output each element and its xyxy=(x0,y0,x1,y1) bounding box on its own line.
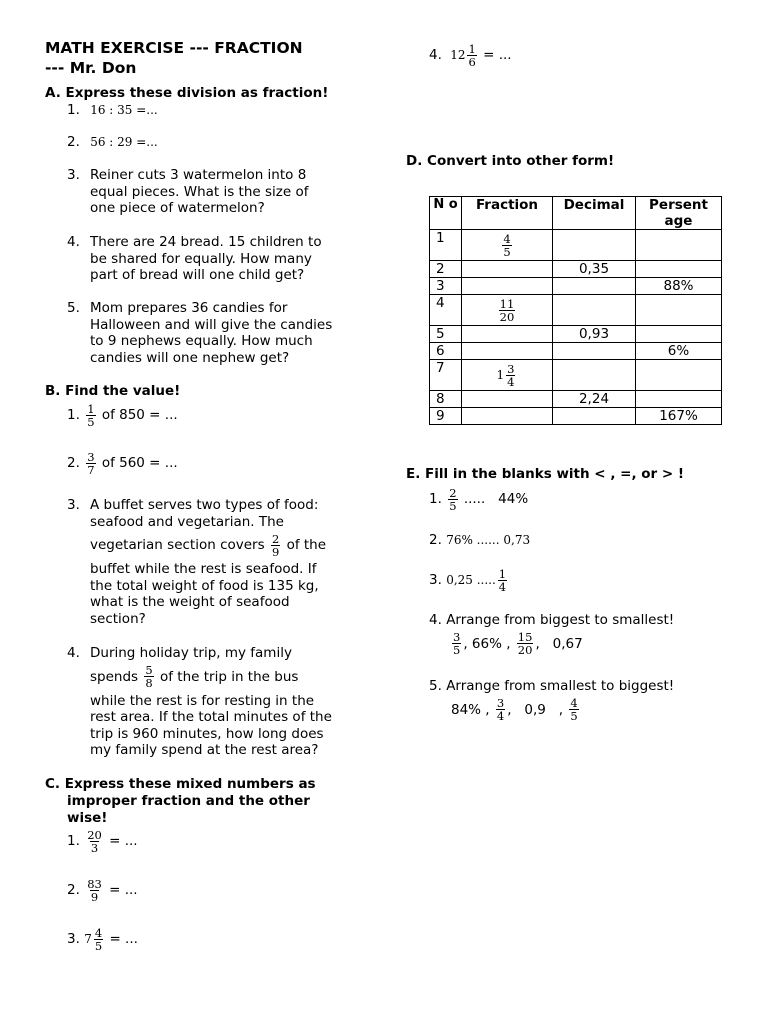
list-item xyxy=(67,401,178,429)
comparison-expression: 0,25 ..... xyxy=(446,573,496,587)
conversion-table xyxy=(429,196,722,425)
column-header-no: N o xyxy=(430,197,462,230)
item-number: 1. xyxy=(67,833,80,849)
question-line: one piece of watermelon? xyxy=(90,200,265,216)
decimal-cell: 0,93 xyxy=(553,326,636,343)
table-row xyxy=(430,326,722,343)
list-item xyxy=(67,102,158,119)
decimal-cell xyxy=(553,408,636,425)
item-number: 4. xyxy=(67,234,80,250)
item-number: 1. xyxy=(429,491,442,507)
item-number: 2. xyxy=(67,134,80,150)
table-row xyxy=(430,261,722,278)
question-line: seafood and vegetarian. The xyxy=(90,513,284,530)
question-line: rest area. If the total minutes of the xyxy=(90,709,332,725)
table-row xyxy=(430,408,722,425)
fraction-cell xyxy=(462,261,553,278)
fraction-cell: 1 $\frac{3}{4}$ xyxy=(462,360,553,391)
fraction: $\frac{1}{5}$ xyxy=(87,401,95,429)
list-item xyxy=(67,924,138,954)
item-number: 2. xyxy=(429,532,442,548)
row-number: 5 xyxy=(430,326,462,343)
section-a-heading: A. Express these division as fraction! xyxy=(45,85,329,101)
question-line: while the rest is for resting in the xyxy=(90,692,315,709)
fraction: $\frac{3}{7}$ xyxy=(87,449,95,477)
title-line-1: MATH EXERCISE --- FRACTION xyxy=(45,39,303,57)
question-line: Mom prepares 36 candies for xyxy=(90,300,288,316)
question-line: Reiner cuts 3 watermelon into 8 xyxy=(90,167,307,183)
table-row xyxy=(430,343,722,360)
fraction: $\frac{4}{5}$ xyxy=(570,696,578,723)
row-number: 9 xyxy=(430,408,462,425)
fraction: $\frac{83}{9}$ xyxy=(87,876,102,904)
fraction: $\frac{2}{9}$ xyxy=(271,531,280,559)
decimal-cell xyxy=(553,230,636,261)
question-line: trip is 960 minutes, how long does xyxy=(90,725,324,742)
question-line: my family spend at the rest area? xyxy=(90,742,319,758)
expression-text: of 560 = ... xyxy=(101,455,178,471)
list-item xyxy=(67,234,322,284)
decimal-cell xyxy=(553,295,636,326)
table-row xyxy=(430,278,722,295)
question-line: candies will one nephew get? xyxy=(90,349,290,366)
fraction: $\frac{20}{3}$ xyxy=(87,827,102,855)
division-expression: 56 : 29 =... xyxy=(90,135,158,149)
table-row xyxy=(430,360,722,391)
question-line: the total weight of food is 135 kg, xyxy=(90,577,319,594)
list-item xyxy=(429,612,674,659)
list-item xyxy=(67,645,332,759)
question-line: During holiday trip, my family xyxy=(90,645,292,661)
question-line: Halloween and will give the candies xyxy=(90,316,333,333)
row-number: 6 xyxy=(430,343,462,360)
item-number: 3. xyxy=(67,167,80,183)
list-item xyxy=(429,40,512,70)
item-number: 2. xyxy=(67,455,80,471)
percent-cell xyxy=(636,230,722,261)
question-line: what is the weight of seafood xyxy=(90,594,290,610)
fraction: $\frac{15}{20}$ xyxy=(517,630,533,657)
question-line: to 9 nephews equally. How much xyxy=(90,333,313,349)
section-b-heading: B. Find the value! xyxy=(45,383,181,399)
fraction-cell xyxy=(462,408,553,425)
expression-text: = ... xyxy=(109,882,138,898)
section-e-heading: E. Fill in the blanks with < , =, or > ! xyxy=(406,466,685,482)
item-number: 5. xyxy=(67,300,80,316)
decimal-cell: 0,35 xyxy=(553,261,636,278)
question-line: part of bread will one child get? xyxy=(90,267,305,283)
list-item xyxy=(429,484,528,514)
fraction-cell: $\frac{11}{20}$ xyxy=(462,295,553,326)
list-item xyxy=(429,678,674,725)
expression-text: of 850 = ... xyxy=(101,407,178,423)
instruction-text: Arrange from smallest to biggest! xyxy=(446,678,675,694)
row-number: 1 xyxy=(430,230,462,261)
list-item xyxy=(67,449,178,477)
table-row xyxy=(430,391,722,408)
number-set: $\frac{3}{5}$ , 66% , $\frac{15}{20}$ , 0,67 xyxy=(453,630,583,657)
item-number: 5. xyxy=(429,678,442,694)
row-number: 2 xyxy=(430,261,462,278)
question-line: There are 24 bread. 15 children to xyxy=(90,234,322,250)
column-header-fraction: Fraction xyxy=(462,197,553,230)
mixed-number: 12 $\frac{1}{6}$ xyxy=(450,41,476,69)
instruction-text: Arrange from biggest to smallest! xyxy=(446,612,675,628)
percent-cell: 88% xyxy=(636,278,722,295)
item-number: 3. xyxy=(67,497,80,513)
list-item xyxy=(67,826,138,856)
decimal-cell xyxy=(553,360,636,391)
percent-cell xyxy=(636,360,722,391)
fraction-cell xyxy=(462,391,553,408)
question-line: spends $\frac{5}{8}$ of the trip in the bus xyxy=(90,663,299,690)
fraction-cell: $\frac{4}{5}$ xyxy=(462,230,553,261)
decimal-cell xyxy=(553,278,636,295)
percent-cell xyxy=(636,391,722,408)
expression-text: = ... xyxy=(109,931,138,947)
column-header-decimal: Decimal xyxy=(553,197,636,230)
question-line: section? xyxy=(90,610,146,627)
percent-cell xyxy=(636,326,722,343)
question-line: buffet while the rest is seafood. If xyxy=(90,561,317,577)
division-expression: 16 : 35 =... xyxy=(90,103,158,117)
table-row xyxy=(430,295,722,326)
item-number: 2. xyxy=(67,882,80,898)
list-item xyxy=(67,167,308,217)
list-item xyxy=(67,300,332,366)
item-number: 4. xyxy=(429,612,442,628)
table-row xyxy=(430,230,722,261)
question-line: be shared for equally. How many xyxy=(90,250,312,267)
row-number: 4 xyxy=(430,295,462,326)
item-number: 1. xyxy=(67,407,80,423)
mixed-number: 7 $\frac{4}{5}$ xyxy=(84,925,103,953)
percent-cell: 6% xyxy=(636,343,722,360)
fraction-cell xyxy=(462,343,553,360)
fraction: $\frac{2}{5}$ xyxy=(449,485,457,513)
fraction-cell xyxy=(462,326,553,343)
expression-text: = ... xyxy=(483,47,512,63)
table-header-row xyxy=(430,197,722,230)
list-item xyxy=(429,565,509,595)
item-number: 4. xyxy=(429,47,442,63)
list-item xyxy=(67,875,138,905)
question-line: A buffet serves two types of food: xyxy=(90,497,319,513)
item-number: 1. xyxy=(67,102,80,118)
decimal-cell: 2,24 xyxy=(553,391,636,408)
title-line-2: --- Mr. Don xyxy=(45,59,137,77)
fraction: $\frac{3}{5}$ xyxy=(453,630,461,657)
list-item xyxy=(67,497,326,627)
percent-cell xyxy=(636,261,722,278)
comparison-text: ..... 44% xyxy=(463,491,529,507)
decimal-cell xyxy=(553,343,636,360)
item-number: 4. xyxy=(67,645,80,661)
percent-cell: 167% xyxy=(636,408,722,425)
section-d-heading: D. Convert into other form! xyxy=(406,153,615,169)
fraction: $\frac{5}{8}$ xyxy=(145,663,153,690)
row-number: 7 xyxy=(430,360,462,391)
number-set: 84% , $\frac{3}{4}$ , 0,9 , $\frac{4}{5}$ xyxy=(451,696,578,723)
list-item xyxy=(67,134,158,151)
item-number: 3. xyxy=(429,572,442,588)
page-title xyxy=(45,38,303,78)
row-number: 3 xyxy=(430,278,462,295)
question-line: vegetarian section covers $\frac{2}{9}$ of the xyxy=(90,531,327,559)
comparison-expression: 76% ...... 0,73 xyxy=(446,533,531,547)
list-item xyxy=(429,530,530,550)
expression-text: = ... xyxy=(109,833,138,849)
column-header-percentage: Persent age xyxy=(636,197,722,230)
row-number: 8 xyxy=(430,391,462,408)
fraction: $\frac{1}{4}$ xyxy=(498,566,507,594)
fraction: $\frac{3}{4}$ xyxy=(496,696,505,723)
fraction-cell xyxy=(462,278,553,295)
section-c-heading: C. Express these mixed numbers as improper fraction and the other wise! xyxy=(45,776,316,826)
percent-cell xyxy=(636,295,722,326)
question-line: equal pieces. What is the size of xyxy=(90,183,309,200)
item-number: 3. xyxy=(67,931,80,947)
